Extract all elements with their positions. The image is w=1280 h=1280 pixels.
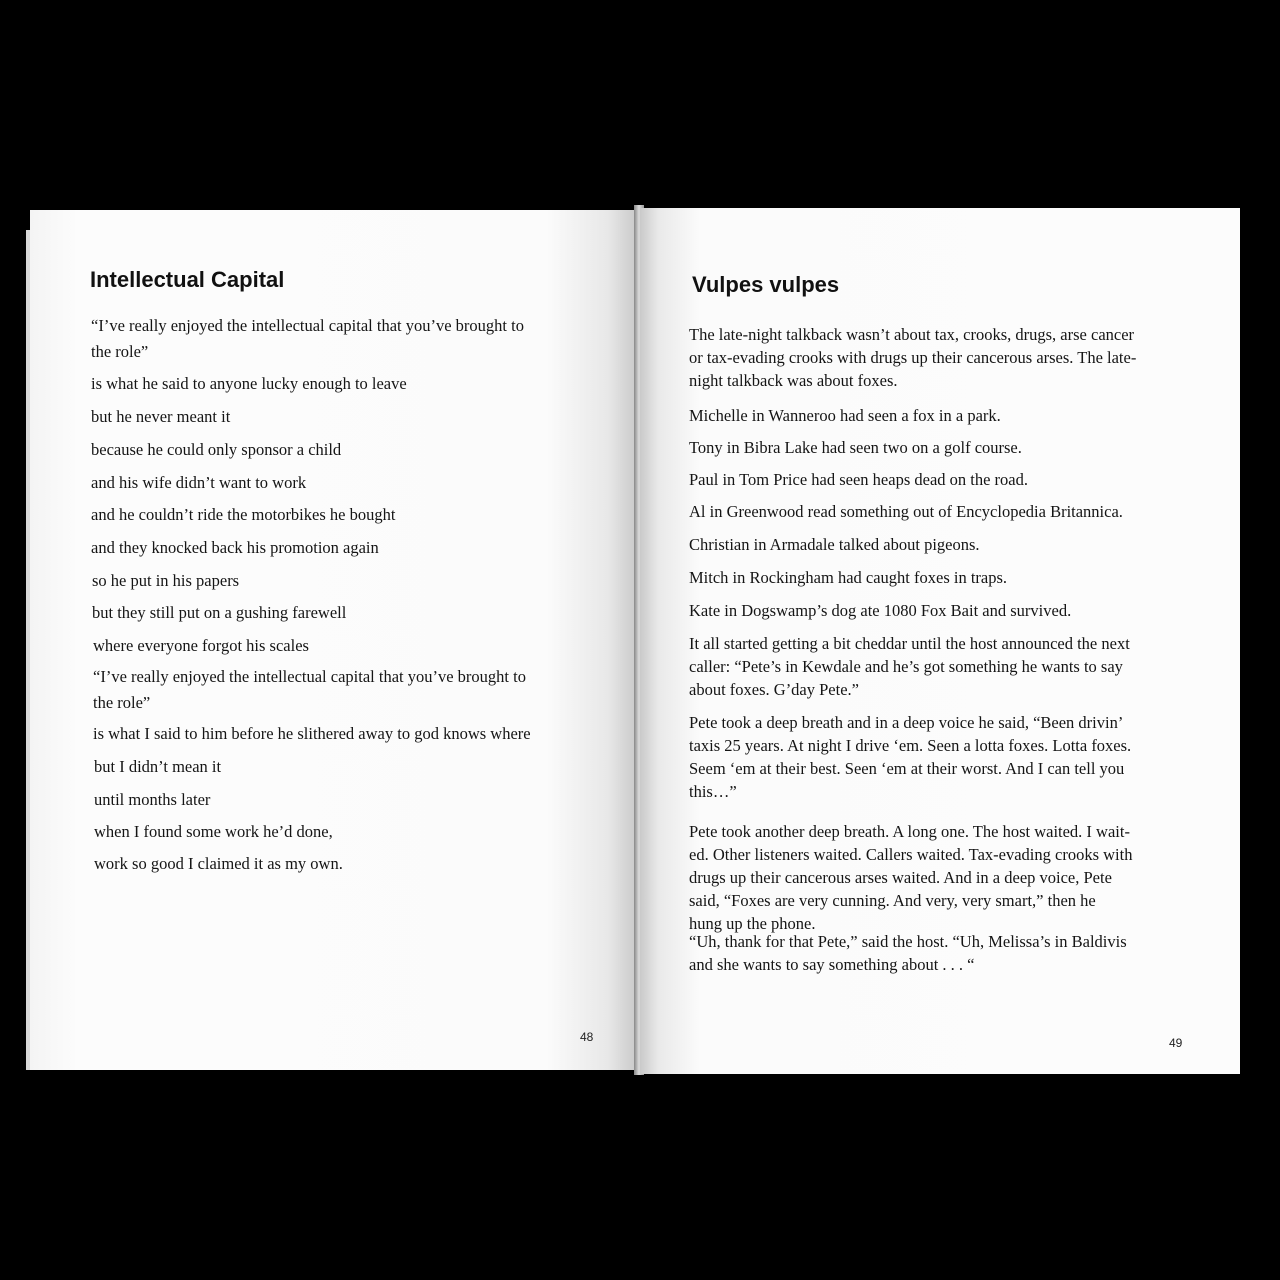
paragraph xyxy=(689,930,1127,976)
text-line: said, “Foxes are very cunning. And very, very smart,” then he xyxy=(689,891,1096,910)
paragraph xyxy=(689,533,980,556)
poem-line: until months later xyxy=(94,790,211,809)
paragraph xyxy=(689,711,1131,803)
poem-line: and he couldn’t ride the motorbikes he bought xyxy=(91,505,396,524)
text-line: It all started getting a bit cheddar until the host announced the next xyxy=(689,634,1130,653)
text-line: drugs up their cancerous arses waited. And in a deep voice, Pete xyxy=(689,868,1112,887)
page-title: Vulpes vulpes xyxy=(692,272,840,297)
paragraph xyxy=(689,566,1007,589)
poem-line: the role” xyxy=(93,693,151,712)
text-line: about foxes. G’day Pete.” xyxy=(689,680,859,699)
text-line: caller: “Pete’s in Kewdale and he’s got something he wants to say xyxy=(689,657,1123,676)
poem-line: “I’ve really enjoyed the intellectual capital that you’ve brought to xyxy=(93,667,526,686)
text-line: “Uh, thank for that Pete,” said the host. “Uh, Melissa’s in Baldivis xyxy=(689,932,1127,951)
text-line: Al in Greenwood read something out of Encyclopedia Britannica. xyxy=(689,502,1123,521)
text-line: Paul in Tom Price had seen heaps dead on the road. xyxy=(689,470,1028,489)
paragraph xyxy=(689,468,1028,491)
paragraph xyxy=(689,500,1123,523)
text-line: Kate in Dogswamp’s dog ate 1080 Fox Bait and survived. xyxy=(689,601,1072,620)
poem-line: “I’ve really enjoyed the intellectual capital that you’ve brought to xyxy=(91,316,524,335)
poem-line: is what I said to him before he slithered away to god knows where xyxy=(93,724,531,743)
poem-line: and they knocked back his promotion again xyxy=(91,538,379,557)
page-number: 49 xyxy=(1169,1036,1183,1050)
text-line: Mitch in Rockingham had caught foxes in traps. xyxy=(689,568,1008,587)
text-line: Christian in Armadale talked about pigeons. xyxy=(689,535,980,554)
page-title: Intellectual Capital xyxy=(90,267,285,292)
poem-line: because he could only sponsor a child xyxy=(91,440,342,459)
poem-line: but I didn’t mean it xyxy=(94,757,222,776)
poem-line: is what he said to anyone lucky enough to leave xyxy=(91,374,407,393)
paragraph xyxy=(689,632,1130,701)
paragraph xyxy=(689,404,1001,427)
text-line: night talkback was about foxes. xyxy=(689,371,898,390)
poem-line: work so good I claimed it as my own. xyxy=(94,854,343,873)
text-line: Michelle in Wanneroo had seen a fox in a park. xyxy=(689,406,1001,425)
page-number: 48 xyxy=(580,1030,594,1044)
poem-line: the role” xyxy=(91,342,149,361)
paragraph xyxy=(689,599,1071,622)
text-line: ed. Other listeners waited. Callers waited. Tax-evading crooks with xyxy=(689,845,1133,864)
left-page xyxy=(30,210,638,1070)
poem-line: so he put in his papers xyxy=(92,571,240,590)
text-line: or tax-evading crooks with drugs up their cancerous arses. The late- xyxy=(689,348,1137,367)
poem-line: where everyone forgot his scales xyxy=(93,636,309,655)
paragraph xyxy=(689,820,1132,935)
paragraph xyxy=(689,323,1136,392)
text-line: Pete took another deep breath. A long one. The host waited. I wait- xyxy=(689,822,1130,841)
text-line: and she wants to say something about . . . “ xyxy=(689,955,975,974)
paragraph xyxy=(689,436,1022,459)
right-page xyxy=(640,208,1240,1074)
text-line: taxis 25 years. At night I drive ‘em. Seen a lotta foxes. Lotta foxes. xyxy=(689,736,1132,755)
poem-line: but he never meant it xyxy=(91,407,231,426)
text-line: hung up the phone. xyxy=(689,914,816,933)
poem-line: and his wife didn’t want to work xyxy=(91,473,307,492)
text-line: Pete took a deep breath and in a deep voice he said, “Been drivin’ xyxy=(689,713,1124,732)
text-line: this…” xyxy=(689,782,737,801)
text-line: The late-night talkback wasn’t about tax, crooks, drugs, arse cancer xyxy=(689,325,1135,344)
text-line: Seem ‘em at their best. Seen ‘em at their worst. And I can tell you xyxy=(689,759,1125,778)
poem-line: but they still put on a gushing farewell xyxy=(92,603,347,622)
text-line: Tony in Bibra Lake had seen two on a golf course. xyxy=(689,438,1022,457)
poem-line: when I found some work he’d done, xyxy=(94,822,333,841)
